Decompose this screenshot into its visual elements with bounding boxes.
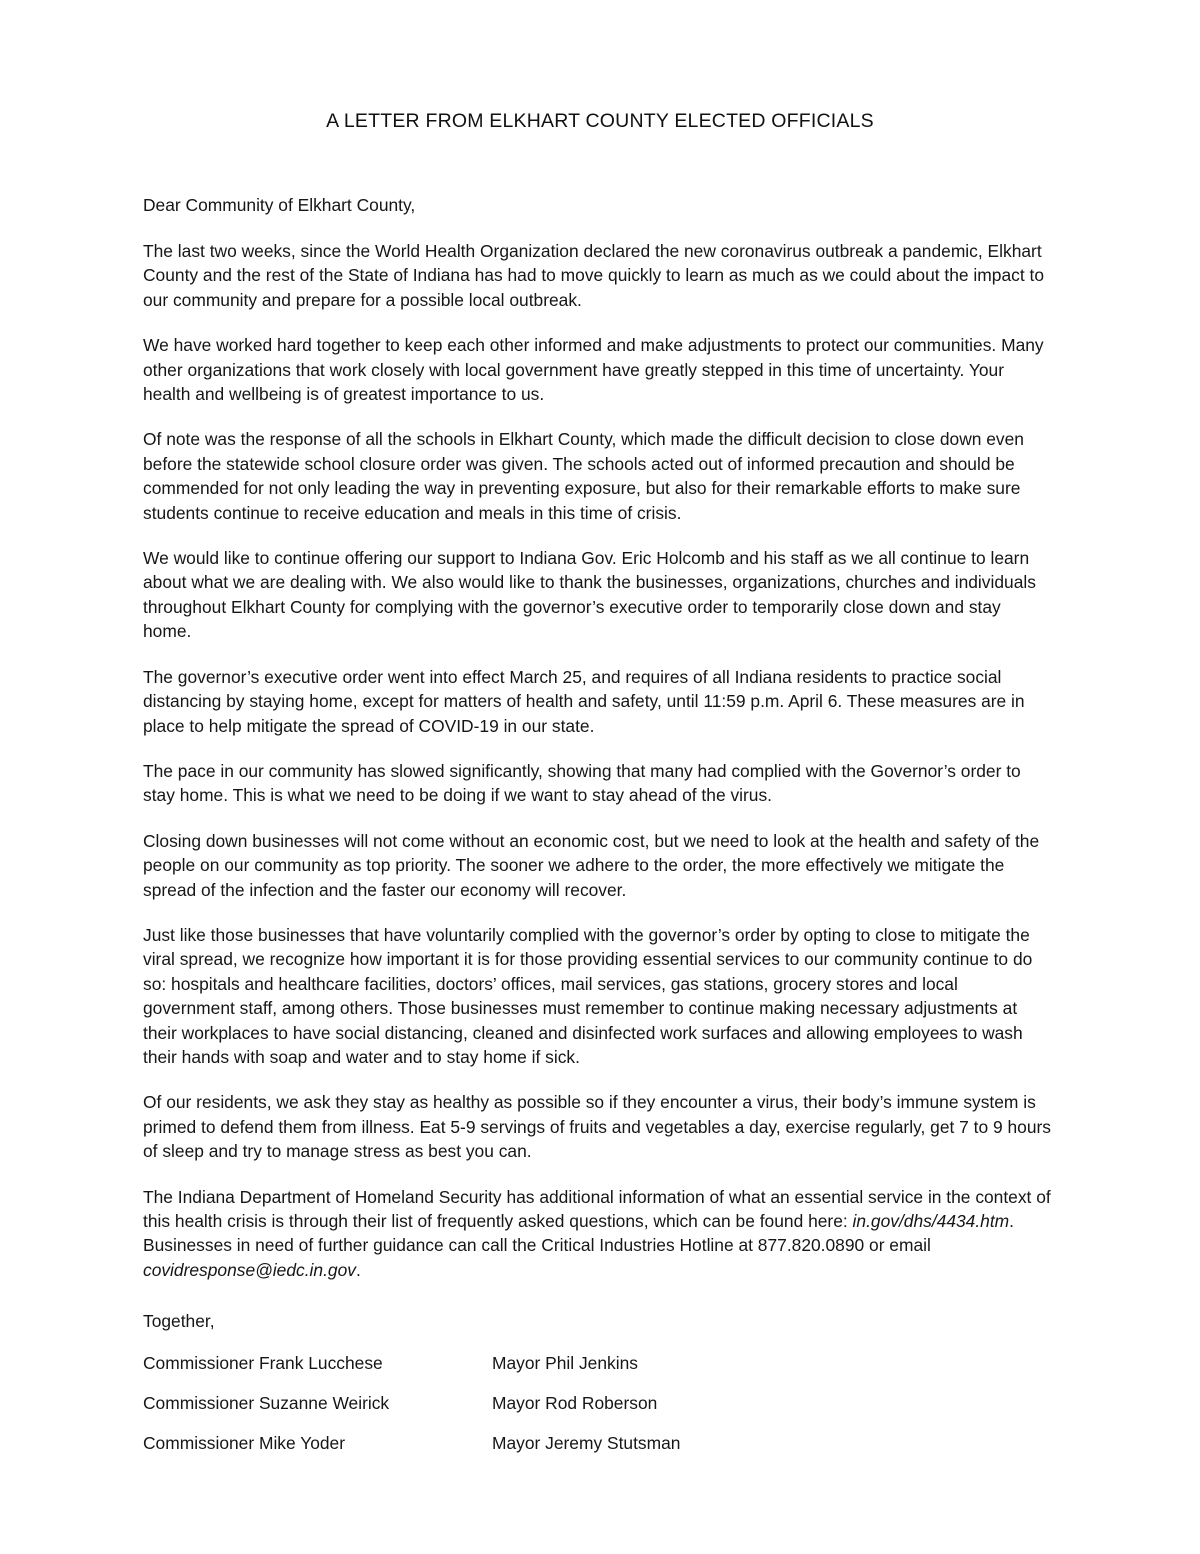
signatory-mayor: Mayor Phil Jenkins [492, 1353, 638, 1374]
signature-block [143, 1351, 1051, 1455]
signatory-mayor: Mayor Jeremy Stutsman [492, 1433, 681, 1454]
resources-text-after-email: . [355, 1259, 361, 1280]
paragraph-3: Of note was the response of all the schools in Elkhart County, which made the difficult decision to close down even before the statewide school closure order was given. The schools acted out of informed precaution and should be commended for not only leading the way in preventing exposure, but also for their remarkable efforts to make sure students continue to receive education and meals in this time of crisis. [143, 429, 1024, 523]
paragraph-resources [143, 1185, 1051, 1283]
letter-body [143, 193, 1051, 1455]
dhs-faq-url[interactable]: in.gov/dhs/4434.htm [852, 1211, 1010, 1231]
salutation: Dear Community of Elkhart County, [143, 195, 416, 215]
paragraph-1: The last two weeks, since the World Health Organization declared the new coronavirus outbreak a pandemic, Elkhart County and the rest of the State of Indiana has had to move quickly to learn as much as we could about the impact to our community and prepare for a possible local outbreak. [143, 241, 1044, 310]
resources-text-before-url: The Indiana Department of Homeland Security has additional information of what an essential service in the context of this health crisis is through their list of frequently asked questions, which can be found here: [143, 1186, 1051, 1231]
resources-text-between: . Businesses in need of further guidance can call the Critical Industries Hotline at 877.820.0890 or email [143, 1211, 1015, 1256]
paragraph-6: The pace in our community has slowed significantly, showing that many had complied with the Governor’s order to stay home. This is what we need to be doing if we want to stay ahead of the virus. [143, 760, 1021, 806]
covid-response-email[interactable]: covidresponse@iedc.in.gov [143, 1259, 356, 1280]
page-title: A LETTER FROM ELKHART COUNTY ELECTED OFFICIALS [326, 110, 874, 132]
signatory-commissioner: Commissioner Mike Yoder [143, 1433, 346, 1454]
signature-row [143, 1431, 1051, 1455]
closing-line: Together, [143, 1311, 215, 1332]
signatory-commissioner: Commissioner Frank Lucchese [143, 1353, 383, 1374]
paragraph-7: Closing down businesses will not come without an economic cost, but we need to look at the health and safety of the people on our community as top priority. The sooner we adhere to the order, the more effectively we mitigate the spread of the infection and the faster our economy will recover. [143, 830, 1040, 900]
paragraph-9: Of our residents, we ask they stay as healthy as possible so if they encounter a virus, their body’s immune system is primed to defend them from illness. Eat 5-9 servings of fruits and vegetables a day, exercise regularly, get 7 to 9 hours of sleep and try to manage stress as best you can. [143, 1092, 1051, 1162]
signature-row [143, 1351, 1051, 1375]
signatory-mayor: Mayor Rod Roberson [492, 1393, 658, 1414]
signatory-commissioner: Commissioner Suzanne Weirick [143, 1393, 390, 1414]
paragraph-8: Just like those businesses that have voluntarily complied with the governor’s order by opting to close to mitigate the viral spread, we recognize how important it is for those providing essential services to our community continue to do so: hospitals and healthcare facilities, doctors’ offices, mail services, gas stations, grocery stores and local government staff, among others. Those businesses must remember to continue making necessary adjustments at their workplaces to have social distancing, cleaned and disinfected work surfaces and allowing employees to wash their hands with soap and water and to stay home if sick. [143, 924, 1033, 1067]
paragraph-4: We would like to continue offering our support to Indiana Gov. Eric Holcomb and his staff as we all continue to learn about what we are dealing with. We also would like to thank the businesses, organizations, churches and individuals throughout Elkhart County for complying with the governor’s executive order to temporarily close down and stay home. [143, 548, 1036, 642]
paragraph-5: The governor’s executive order went into effect March 25, and requires of all Indiana residents to practice social distancing by staying home, except for matters of health and safety, until 11:59 p.m. April 6. These measures are in place to help mitigate the spread of COVID-19 in our state. [143, 666, 1025, 736]
paragraph-2: We have worked hard together to keep each other informed and make adjustments to protect our communities. Many other organizations that work closely with local government have greatly stepped in this time of uncertainty. Your health and wellbeing is of greatest importance to us. [143, 335, 1044, 405]
signature-row [143, 1391, 1051, 1415]
